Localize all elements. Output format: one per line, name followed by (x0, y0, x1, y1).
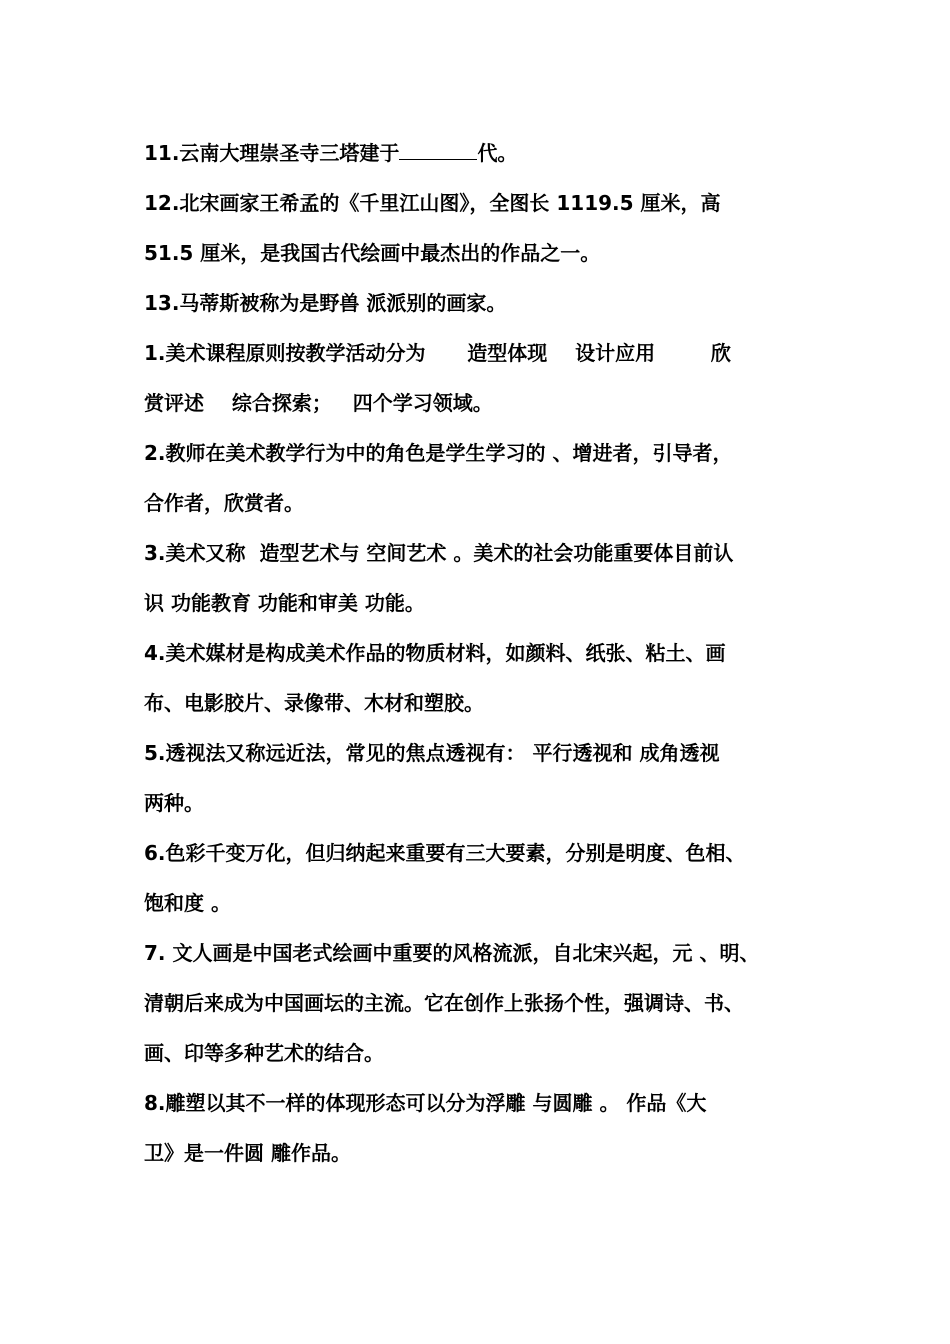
q11-text-after: 代。 (477, 141, 518, 165)
text-line: 两种。 (144, 791, 204, 815)
text-line: 5.透视法又称远近法，常见的焦点透视有： 平行透视和 成角透视 (144, 741, 720, 765)
text-line: 合作者，欣赏者。 (144, 491, 304, 515)
fill-in-blank[interactable] (399, 137, 477, 160)
text-line: 画、印等多种艺术的结合。 (144, 1041, 384, 1065)
text-line: 1.美术课程原则按教学活动分为 造型体现 设计应用 欣 (144, 341, 731, 365)
text-line: 清朝后来成为中国画坛的主流。它在创作上张扬个性，强调诗、书、 (144, 991, 744, 1015)
q11-text-before: 11.云南大理崇圣寺三塔建于 (144, 141, 400, 165)
text-line: 赏评述 综合探索； 四个学习领域。 (144, 391, 493, 415)
text-line: 布、电影胶片、录像带、木材和塑胶。 (144, 691, 484, 715)
text-line: 8.雕塑以其不一样的体现形态可以分为浮雕 与圆雕 。 作品《大 (144, 1091, 707, 1115)
text-line: 12.北宋画家王希孟的《千里江山图》，全图长 1119.5 厘米，高 (144, 191, 721, 215)
text-line: 卫》是一件圆 雕作品。 (144, 1141, 351, 1165)
text-line: 识 功能教育 功能和审美 功能。 (144, 591, 425, 615)
text-line: 4.美术媒材是构成美术作品的物质材料，如颜料、纸张、粘土、画 (144, 641, 726, 665)
text-line-q11 (144, 128, 824, 178)
text-line: 2.教师在美术教学行为中的角色是学生学习的 、增进者，引导者， (144, 441, 733, 465)
text-line: 51.5 厘米，是我国古代绘画中最杰出的作品之一。 (144, 241, 601, 265)
document-body (144, 128, 824, 1178)
text-line: 7. 文人画是中国老式绘画中重要的风格流派，自北宋兴起，元 、明、 (144, 941, 760, 965)
text-line: 3.美术又称 造型艺术与 空间艺术 。美术的社会功能重要体目前认 (144, 541, 734, 565)
text-line: 饱和度 。 (144, 891, 231, 915)
text-line: 6.色彩千变万化，但归纳起来重要有三大要素，分别是明度、色相、 (144, 841, 746, 865)
text-line: 13.马蒂斯被称为是野兽 派派别的画家。 (144, 291, 507, 315)
